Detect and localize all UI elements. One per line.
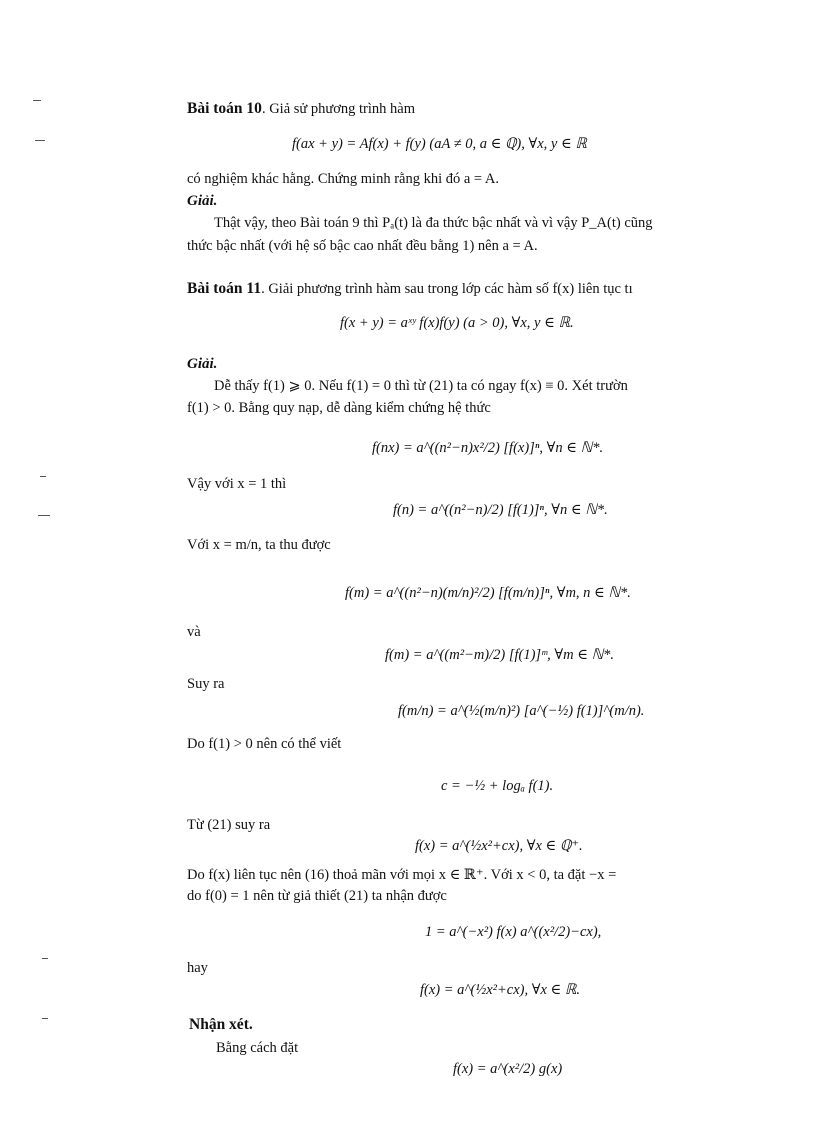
problem11-eq2: f(n) = a^((n²−n)/2) [f(1)]ⁿ, ∀n ∈ ℕ*. [393,502,608,518]
problem11-voi: Với x = m/n, ta thu được [187,537,331,553]
problem10-heading [187,100,415,118]
problem11-line4: do f(0) = 1 nên từ giả thiết (21) ta nhận được [187,888,447,904]
problem11-eq5: f(m/n) = a^(½(m/n)²) [a^(−½) f(1)]^(m/n). [398,703,645,719]
problem11-suyra: Suy ra [187,676,225,692]
scan-mark [42,958,48,959]
scan-mark [35,140,45,141]
problem10-solution-line1: Thật vậy, theo Bài toán 9 thì Pₐ(t) là đa thức bậc nhất và vì vậy P_A(t) cũng [214,215,653,231]
problem10-equation: f(ax + y) = Af(x) + f(y) (aA ≠ 0, a ∈ ℚ), ∀x, y ∈ ℝ [292,136,587,152]
scan-mark [33,100,41,101]
remark-title: Nhận xét. [189,1016,253,1033]
problem10-solution-line2: thức bậc nhất (với hệ số bậc cao nhất đều bằng 1) nên a = A. [187,238,538,254]
problem10-title: Bài toán 10 [187,100,262,117]
problem11-do: Do f(1) > 0 nên có thể viết [187,736,342,752]
problem11-heading [187,280,633,298]
problem11-vay: Vậy với x = 1 thì [187,476,287,492]
problem10-after: có nghiệm khác hằng. Chứng minh rằng khi đó a = A. [187,171,500,187]
problem11-eq4: f(m) = a^((m²−m)/2) [f(1)]ᵐ, ∀m ∈ ℕ*. [385,647,615,663]
problem11-title: Bài toán 11 [187,280,262,297]
problem10-solution-label: Giải. [187,193,218,209]
problem11-eq3: f(m) = a^((n²−n)(m/n)²/2) [f(m/n)]ⁿ, ∀m, n ∈ ℕ*. [345,585,631,601]
problem11-eq6: c = −½ + logₐ f(1). [441,778,554,794]
problem11-hay: hay [187,960,208,976]
problem11-eq7: f(x) = a^(½x²+cx), ∀x ∈ ℚ⁺. [415,838,583,854]
scan-mark [42,1018,48,1019]
problem11-solution-label: Giải. [187,356,218,372]
problem11-statement: . Giải phương trình hàm sau trong lớp các hàm số f(x) liên tục tı [261,281,633,297]
problem11-line2: f(1) > 0. Bằng quy nạp, dễ dàng kiểm chứng hệ thức [187,400,491,416]
scan-mark [38,515,50,516]
remark-line1: Bằng cách đặt [216,1040,299,1056]
problem10-statement: . Giả sử phương trình hàm [261,101,416,117]
problem11-eq1: f(nx) = a^((n²−n)x²/2) [f(x)]ⁿ, ∀n ∈ ℕ*. [372,440,604,456]
problem11-line1: Dễ thấy f(1) ⩾ 0. Nếu f(1) = 0 thì từ (21) ta có ngay f(x) ≡ 0. Xét trườn [214,378,628,394]
problem11-line3: Do f(x) liên tục nên (16) thoả mãn với mọi x ∈ ℝ⁺. Với x < 0, ta đặt −x = [187,867,617,883]
problem11-va: và [187,624,201,640]
problem11-eq9: f(x) = a^(½x²+cx), ∀x ∈ ℝ. [420,982,581,998]
problem11-equation: f(x + y) = aˣʸ f(x)f(y) (a > 0), ∀x, y ∈ ℝ. [340,315,574,331]
remark-equation: f(x) = a^(x²/2) g(x) [453,1061,563,1077]
problem11-tu: Từ (21) suy ra [187,817,271,833]
problem11-eq8: 1 = a^(−x²) f(x) a^((x²/2)−cx), [425,924,602,940]
scan-mark [40,476,46,477]
